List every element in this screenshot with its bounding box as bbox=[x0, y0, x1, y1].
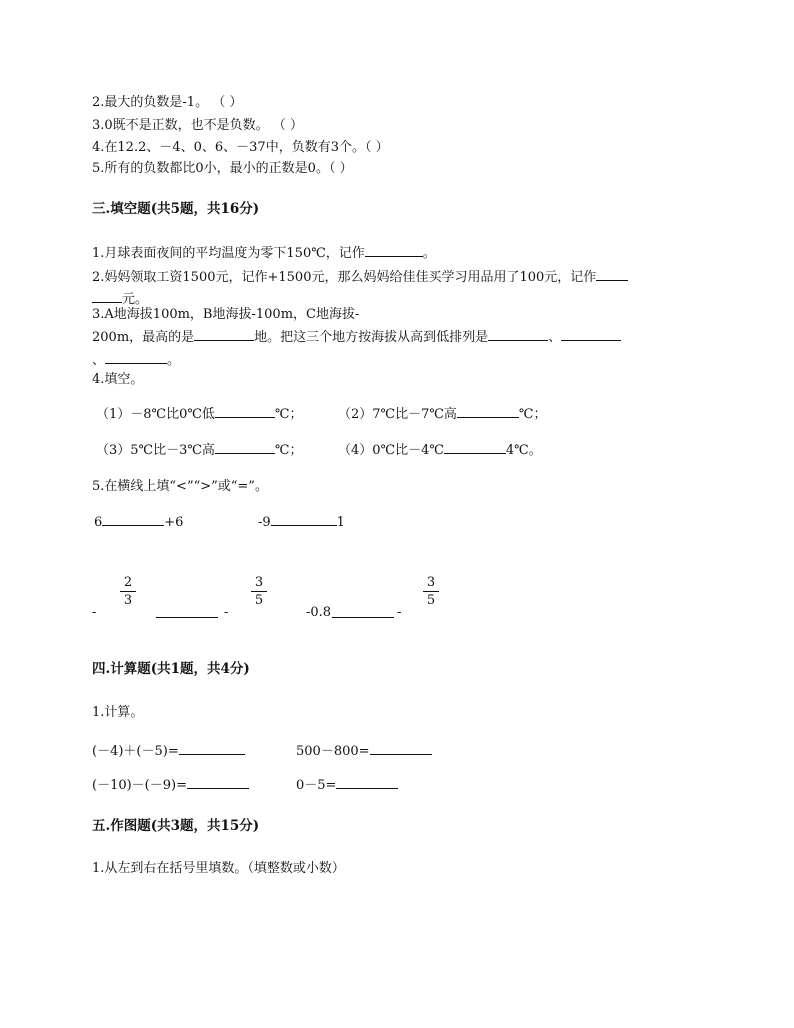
s3-q5-p2-blank[interactable] bbox=[271, 513, 337, 526]
s3-q2-text: 2.妈妈领取工资1500元，记作+1500元，那么妈妈给佳佳买学习用品用了100元，记作 bbox=[92, 270, 597, 285]
s3-q5-minus-2: - bbox=[224, 605, 229, 620]
s3-q4-a2 bbox=[338, 405, 546, 424]
s3-q5-title: 5.在横线上填“<”“>”或“=”。 bbox=[92, 479, 268, 494]
fraction-2-denominator: 5 bbox=[254, 593, 264, 608]
s3-q4-a1-text: （1）－8℃比0℃低 bbox=[96, 407, 215, 422]
judge-item-4: 4.在12.2、－4、0、6、－37中，负数有3个。（ ） bbox=[92, 140, 389, 155]
s3-q4-a3-unit: ℃； bbox=[274, 443, 303, 458]
s3-q5-p2-right: 1 bbox=[336, 515, 345, 530]
s4-expr-2 bbox=[296, 742, 432, 761]
s3-q3-blank-highest[interactable] bbox=[194, 328, 254, 341]
s3-q4-a3-text: （3）5℃比－3℃高 bbox=[96, 443, 215, 458]
s5-q1: 1.从左到右在括号里填数。（填整数或小数） bbox=[92, 861, 345, 876]
judge-item-5: 5.所有的负数都比0小，最小的正数是0。（ ） bbox=[92, 161, 353, 176]
s4-expr-4 bbox=[296, 776, 398, 795]
s3-q5-p1-left: 6 bbox=[94, 515, 103, 530]
s4-expr-1 bbox=[92, 742, 245, 761]
fraction-2-bar bbox=[251, 591, 267, 592]
s4-expr-2-text: 500－800= bbox=[296, 744, 370, 759]
s3-q5-p4-blank[interactable] bbox=[332, 617, 394, 618]
s3-q4-a1-unit: ℃； bbox=[274, 407, 303, 422]
s3-q4-a2-unit: ℃； bbox=[518, 407, 547, 422]
s3-q4-a4-unit: 4℃。 bbox=[505, 443, 542, 458]
fraction-1-numerator: 2 bbox=[123, 575, 133, 590]
s3-q5-pair-1 bbox=[94, 513, 183, 532]
s3-q5-minus-3: - bbox=[397, 605, 402, 620]
judge-item-3: 3.0既不是正数，也不是负数。 （ ） bbox=[92, 118, 303, 133]
s3-q4-a1 bbox=[96, 405, 302, 424]
s3-q3-sep-1: 、 bbox=[548, 330, 562, 345]
s3-q2-line1 bbox=[92, 268, 628, 287]
s4-expr-2-blank[interactable] bbox=[370, 742, 432, 755]
s4-expr-3-text: (－10)－(－9)= bbox=[92, 778, 187, 793]
s3-q5-pair-2 bbox=[258, 513, 345, 532]
s4-expr-1-text: (－4)＋(－5)= bbox=[92, 744, 179, 759]
s3-q3-line3 bbox=[92, 351, 180, 370]
s3-q1-text: 1.月球表面夜间的平均温度为零下150℃，记作 bbox=[92, 246, 365, 261]
s3-q4-a4 bbox=[338, 441, 542, 460]
s3-q3-line2 bbox=[92, 328, 621, 347]
s3-q3-blank-2[interactable] bbox=[561, 328, 621, 341]
s3-q3-sep-2: 、 bbox=[92, 353, 106, 368]
s3-q4-title: 4.填空。 bbox=[92, 372, 144, 387]
s3-q3-line1: 3.A地海拔100m，B地海拔-100m，C地海拔- bbox=[92, 307, 360, 322]
section4-title: 四.计算题(共1题，共4分) bbox=[92, 661, 250, 677]
section3-title: 三.填空题(共5题，共16分) bbox=[92, 201, 260, 217]
fraction-3-bar bbox=[423, 591, 439, 592]
fraction-2-numerator: 3 bbox=[254, 575, 264, 590]
s3-q2-blank-a[interactable] bbox=[596, 268, 628, 281]
s3-q2-end: 元。 bbox=[122, 292, 149, 307]
s3-q5-fraction-3 bbox=[423, 575, 439, 608]
s3-q3-end: 。 bbox=[167, 353, 181, 368]
s3-q3-blank-3[interactable] bbox=[105, 351, 167, 364]
judge-item-2: 2.最大的负数是-1。 （ ） bbox=[92, 95, 243, 110]
s3-q1-end: 。 bbox=[422, 246, 436, 261]
s3-q3-text-b: 地。把这三个地方按海拔从高到低排列是 bbox=[254, 330, 489, 345]
s4-expr-4-blank[interactable] bbox=[336, 776, 398, 789]
s4-q1-title: 1.计算。 bbox=[92, 705, 144, 720]
s4-expr-4-text: 0－5= bbox=[296, 778, 337, 793]
s3-q5-p2-left: -9 bbox=[258, 515, 271, 530]
s4-expr-1-blank[interactable] bbox=[179, 742, 245, 755]
fraction-3-denominator: 5 bbox=[426, 593, 436, 608]
s3-q4-a4-text: （4）0℃比－4℃ bbox=[338, 443, 444, 458]
s4-expr-3-blank[interactable] bbox=[187, 776, 249, 789]
s3-q4-a1-blank[interactable] bbox=[215, 405, 275, 418]
s3-q3-text-a: 200m，最高的是 bbox=[92, 330, 195, 345]
s3-q1-blank[interactable] bbox=[365, 244, 423, 257]
s3-q5-p1-blank[interactable] bbox=[102, 513, 164, 526]
s3-q4-a3-blank[interactable] bbox=[215, 441, 275, 454]
s3-q4-a2-text: （2）7℃比－7℃高 bbox=[338, 407, 457, 422]
s3-q4-a4-blank[interactable] bbox=[444, 441, 506, 454]
s3-q5-p1-right: +6 bbox=[164, 515, 184, 530]
s3-q4-a3 bbox=[96, 441, 302, 460]
fraction-1-denominator: 3 bbox=[123, 593, 133, 608]
s3-q4-a2-blank[interactable] bbox=[457, 405, 519, 418]
s3-q1 bbox=[92, 244, 436, 263]
s3-q5-minus-1: - bbox=[92, 605, 97, 620]
s3-q5-p3-blank[interactable] bbox=[156, 617, 218, 618]
s3-q5-fraction-1 bbox=[120, 575, 136, 608]
fraction-1-bar bbox=[120, 591, 136, 592]
s4-expr-3 bbox=[92, 776, 249, 795]
s3-q3-blank-1[interactable] bbox=[488, 328, 548, 341]
fraction-3-numerator: 3 bbox=[426, 575, 436, 590]
section5-title: 五.作图题(共3题，共15分) bbox=[92, 818, 260, 834]
s3-q2-blank-b[interactable] bbox=[92, 290, 122, 303]
s3-q5-p4-left: -0.8 bbox=[306, 605, 332, 620]
s3-q5-fraction-2 bbox=[251, 575, 267, 608]
